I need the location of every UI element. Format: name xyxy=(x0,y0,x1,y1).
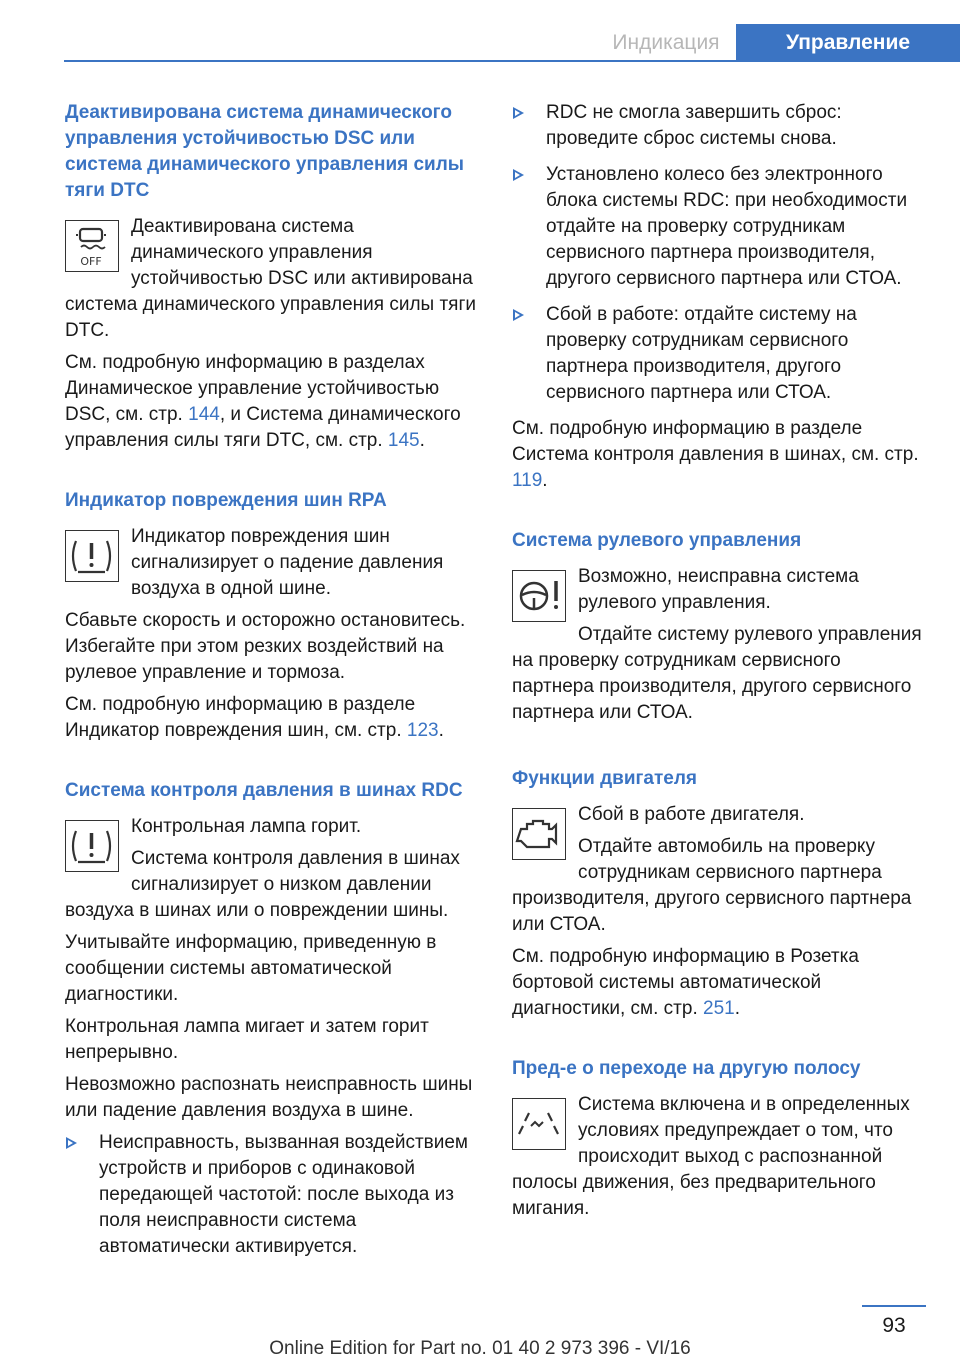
bullet-arrow-icon xyxy=(513,309,524,321)
page-number: 93 xyxy=(882,1314,906,1337)
rdc-ref: См. подробную информацию в разделе Система контроля давления в шинах, см. стр. 119. xyxy=(512,418,919,491)
rdc-lamp-on: Контрольная лампа горит. xyxy=(131,816,362,837)
rpa-text: Индикатор повреждения шин сигнализирует о падение давления воздуха в одной шине. xyxy=(131,526,444,599)
rdc-advice: Учитывайте информацию, приведенную в сообщении системы автоматической диагностики. xyxy=(65,932,437,1005)
rdc-lamp-blinks: Контрольная лампа мигает и затем горит непрерывно. xyxy=(65,1016,429,1063)
dsc-ref: См. подробную информацию в разделах Динамическое управление устойчивостью DSC, см. стр. 144, и Система динамического управления силы тяги DTC, см. стр. 145. xyxy=(65,352,461,451)
rpa-ref: См. подробную информацию в разделе Индикатор повреждения шин, см. стр. 123. xyxy=(65,694,444,741)
heading-lane-departure: Пред-е о переходе на другую полосу xyxy=(512,1058,861,1079)
rdc-unrecognized: Невозможно распознать неисправность шины или падение давления воздуха в шине. xyxy=(65,1074,473,1121)
engine-advice: Отдайте автомобиль на проверку сотрудникам сервисного партнера производителя, другого сервисного партнера или СТОА. xyxy=(512,836,912,935)
rdc-bullet-failure: Сбой в работе: отдайте систему на проверку сотрудникам сервисного партнера производителя, другого сервисного партнера или СТОА. xyxy=(512,302,927,406)
steering-text: Возможно, неисправна система рулевого управления. xyxy=(578,566,859,613)
steering-advice: Отдайте систему рулевого управления на проверку сотрудникам сервисного партнера производителя, другого сервисного партнера или СТОА. xyxy=(512,624,922,723)
heading-rpa: Индикатор повреждения шин RPA xyxy=(65,490,387,511)
lane-departure-text: Система включена и в определенных условиях предупреждает о том, что происходит выход с распознанной полосы движения, без предварительного мигания. xyxy=(512,1094,910,1219)
header-tab-indication[interactable]: Индикация xyxy=(612,31,720,54)
bullet-arrow-icon xyxy=(66,1137,77,1149)
left-column xyxy=(65,100,478,1270)
heading-steering: Система рулевого управления xyxy=(512,530,802,551)
link-page-119[interactable]: 119 xyxy=(512,470,543,491)
rpa-advice: Сбавьте скорость и осторожно остановитесь. Избегайте при этом резких воздействий на рулевое управление и тормоза. xyxy=(65,610,466,683)
tire-pressure-icon xyxy=(65,820,119,872)
rdc-text: Система контроля давления в шинах сигнализирует о низком давлении воздуха в шинах или о повреждении шины. xyxy=(65,848,460,921)
dsc-off-icon-label: OFF xyxy=(80,255,102,268)
rdc-bullet-wheel: Установлено колесо без электронного блока системы RDC: при необходимости отдайте на проверку сотрудникам сервисного партнера производителя, другого сервисного партнера или СТОА. xyxy=(512,162,927,292)
dsc-text: Деактивирована система динамического управления устойчивостью DSC или активирована система динамического управления силы тяги DTC. xyxy=(65,216,477,341)
bullet-arrow-icon xyxy=(513,107,524,119)
rdc-bullet-interference: Неисправность, вызванная воздействием устройств и приборов с одинаковой передающей частотой: после выхода из поля неисправности система автоматически активируется. xyxy=(65,1130,478,1260)
heading-rdc: Система контроля давления в шинах RDC xyxy=(65,780,463,801)
page-number-rule xyxy=(862,1305,926,1307)
link-page-123[interactable]: 123 xyxy=(406,720,439,741)
tire-warning-icon xyxy=(65,530,119,582)
engine-ref: См. подробную информацию в Розетка бортовой системы автоматической диагностики, см. стр. 251. xyxy=(512,946,859,1019)
link-page-145[interactable]: 145 xyxy=(387,430,420,451)
right-column xyxy=(512,100,927,1228)
bullet-arrow-icon xyxy=(513,169,524,181)
engine-text: Сбой в работе двигателя. xyxy=(578,804,805,825)
link-page-144[interactable]: 144 xyxy=(188,404,220,425)
header-tab-control[interactable]: Управление xyxy=(736,24,960,62)
steering-warning-icon xyxy=(512,570,566,622)
heading-engine: Функции двигателя xyxy=(512,768,698,789)
lane-departure-icon xyxy=(512,1098,566,1150)
header-rule xyxy=(64,60,960,62)
heading-dsc-dtc: Деактивирована система динамического управления устойчивостью DSC или система динамического управления силы тяги DTC xyxy=(65,102,465,201)
dsc-off-icon xyxy=(65,220,119,272)
rdc-bullet-reset: RDC не смогла завершить сброс: проведите сброс системы снова. xyxy=(512,100,927,152)
footer-edition: Online Edition for Part no. 01 40 2 973 396 - VI/16 xyxy=(269,1338,691,1359)
link-page-251[interactable]: 251 xyxy=(703,998,735,1019)
engine-icon xyxy=(512,808,566,860)
